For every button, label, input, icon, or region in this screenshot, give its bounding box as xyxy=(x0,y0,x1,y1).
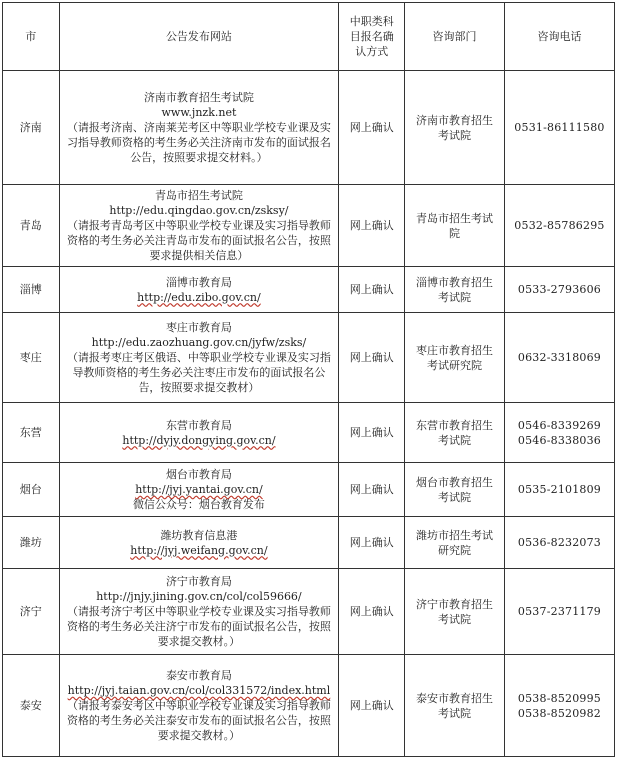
dept-cell: 东营市教育招生考试院 xyxy=(405,403,505,463)
phone-cell xyxy=(504,655,614,757)
site-cell xyxy=(59,463,339,517)
phone-number: 0536-8232073 xyxy=(517,536,602,549)
city-cell: 枣庄 xyxy=(3,313,60,403)
site-cell xyxy=(59,313,339,403)
city-cell: 烟台 xyxy=(3,463,60,517)
site-cell xyxy=(59,655,339,757)
site-cell xyxy=(59,71,339,185)
dept-cell: 烟台市教育招生考试院 xyxy=(405,463,505,517)
phone-cell xyxy=(504,267,614,313)
method-cell: 网上确认 xyxy=(339,517,405,569)
header-phone: 咨询电话 xyxy=(504,3,614,71)
city-cell: 泰安 xyxy=(3,655,60,757)
site-url-link[interactable]: http://jyj.taian.gov.cn/col/col331572/index.html xyxy=(67,684,331,697)
table-row xyxy=(3,463,615,517)
site-cell xyxy=(59,403,339,463)
site-cell xyxy=(59,569,339,655)
dept-cell: 济宁市教育招生考试院 xyxy=(405,569,505,655)
phone-number: 0532-85786295 xyxy=(514,219,605,232)
phone-cell xyxy=(504,403,614,463)
table-row xyxy=(3,569,615,655)
table-row xyxy=(3,313,615,403)
dept-cell: 泰安市教育招生考试院 xyxy=(405,655,505,757)
phone-number: 0533-2793606 xyxy=(517,283,602,296)
site-cell xyxy=(59,517,339,569)
city-cell: 济宁 xyxy=(3,569,60,655)
wechat-account: 微信公众号：烟台教育发布 xyxy=(132,498,265,511)
table-row xyxy=(3,403,615,463)
site-note: （请报考济南、济南莱芜考区中等职业学校专业课及实习指导教师资格的考生务必关注济南市发布的面试报名公告，按照要求提交材料。） xyxy=(66,121,331,164)
site-url-link[interactable]: http://edu.zaozhuang.gov.cn/jyfw/zsks/ xyxy=(91,336,307,349)
dept-cell: 济南市教育招生考试院 xyxy=(405,71,505,185)
site-name: 济南市教育招生考试院 xyxy=(143,91,254,104)
site-url-link[interactable]: http://edu.zibo.gov.cn/ xyxy=(137,290,261,304)
dept-cell: 青岛市招生考试院 xyxy=(405,185,505,267)
table-row xyxy=(3,655,615,757)
method-cell: 网上确认 xyxy=(339,267,405,313)
city-cell: 东营 xyxy=(3,403,60,463)
site-name: 枣庄市教育局 xyxy=(165,321,232,334)
method-cell: 网上确认 xyxy=(339,463,405,517)
site-name: 淄博市教育局 xyxy=(165,275,232,289)
dept-cell: 淄博市教育招生考试院 xyxy=(405,267,505,313)
site-url-link[interactable]: http://jnjy.jining.gov.cn/col/col59666/ xyxy=(96,590,302,603)
site-name: 青岛市招生考试院 xyxy=(154,189,243,202)
site-name: 烟台市教育局 xyxy=(165,468,232,481)
phone-number: 0546-8338036 xyxy=(517,433,602,447)
table-row xyxy=(3,517,615,569)
method-cell: 网上确认 xyxy=(339,71,405,185)
header-city: 市 xyxy=(3,3,60,71)
phone-number: 0538-8520995 xyxy=(517,691,602,705)
method-cell: 网上确认 xyxy=(339,403,405,463)
header-row xyxy=(3,3,615,71)
site-name: 济宁市教育局 xyxy=(165,575,232,588)
phone-number: 0537-2371179 xyxy=(517,605,602,618)
header-method: 中职类科目报名确认方式 xyxy=(339,3,405,71)
dept-cell: 潍坊市招生考试研究院 xyxy=(405,517,505,569)
site-url-link[interactable]: www.jnzk.net xyxy=(161,106,237,119)
method-cell: 网上确认 xyxy=(339,655,405,757)
phone-cell xyxy=(504,313,614,403)
table-row xyxy=(3,185,615,267)
city-cell: 淄博 xyxy=(3,267,60,313)
table-row xyxy=(3,71,615,185)
contact-table xyxy=(2,2,615,757)
city-cell: 潍坊 xyxy=(3,517,60,569)
site-note: （请报考泰安考区中等职业学校专业课及实习指导教师资格的考生务必关注泰安市发布的面试报名公告，按照要求提交教材。） xyxy=(66,699,331,742)
site-name: 东营市教育局 xyxy=(165,418,232,432)
phone-cell xyxy=(504,71,614,185)
site-url-link[interactable]: http://jyj.yantai.gov.cn/ xyxy=(135,483,263,496)
method-cell: 网上确认 xyxy=(339,185,405,267)
site-name: 潍坊教育信息港 xyxy=(160,528,238,542)
phone-number: 0632-3318069 xyxy=(517,351,602,364)
site-note: （请报考济宁考区中等职业学校专业课及实习指导教师资格的考生务必关注济宁市发布的面试报名公告，按照要求提交教材。） xyxy=(66,605,331,648)
site-note: （请报考枣庄考区俄语、中等职业学校专业课及实习指导教师资格的考生务必关注枣庄市发布的面试报名公告，按照要求提交教材） xyxy=(66,351,331,394)
method-cell: 网上确认 xyxy=(339,313,405,403)
site-cell xyxy=(59,185,339,267)
city-cell: 青岛 xyxy=(3,185,60,267)
phone-number: 0531-86111580 xyxy=(514,121,605,134)
city-cell: 济南 xyxy=(3,71,60,185)
phone-number: 0535-2101809 xyxy=(517,483,602,496)
dept-cell: 枣庄市教育招生考试研究院 xyxy=(405,313,505,403)
method-cell: 网上确认 xyxy=(339,569,405,655)
site-name: 泰安市教育局 xyxy=(165,669,232,682)
phone-number: 0538-8520982 xyxy=(517,706,602,720)
site-url-link[interactable]: http://dyjy.dongying.gov.cn/ xyxy=(122,433,276,447)
phone-number: 0546-8339269 xyxy=(517,418,602,432)
phone-cell xyxy=(504,185,614,267)
site-cell xyxy=(59,267,339,313)
phone-cell xyxy=(504,463,614,517)
table-row xyxy=(3,267,615,313)
site-note: （请报考青岛考区中等职业学校专业课及实习指导教师资格的考生务必关注青岛市发布的面试报名公告，按照要求提供相关信息） xyxy=(66,219,331,262)
site-url-link[interactable]: http://jyj.weifang.gov.cn/ xyxy=(130,543,268,557)
header-site: 公告发布网站 xyxy=(59,3,339,71)
site-url-link[interactable]: http://edu.qingdao.gov.cn/zsksy/ xyxy=(109,204,289,217)
phone-cell xyxy=(504,517,614,569)
header-dept: 咨询部门 xyxy=(405,3,505,71)
phone-cell xyxy=(504,569,614,655)
